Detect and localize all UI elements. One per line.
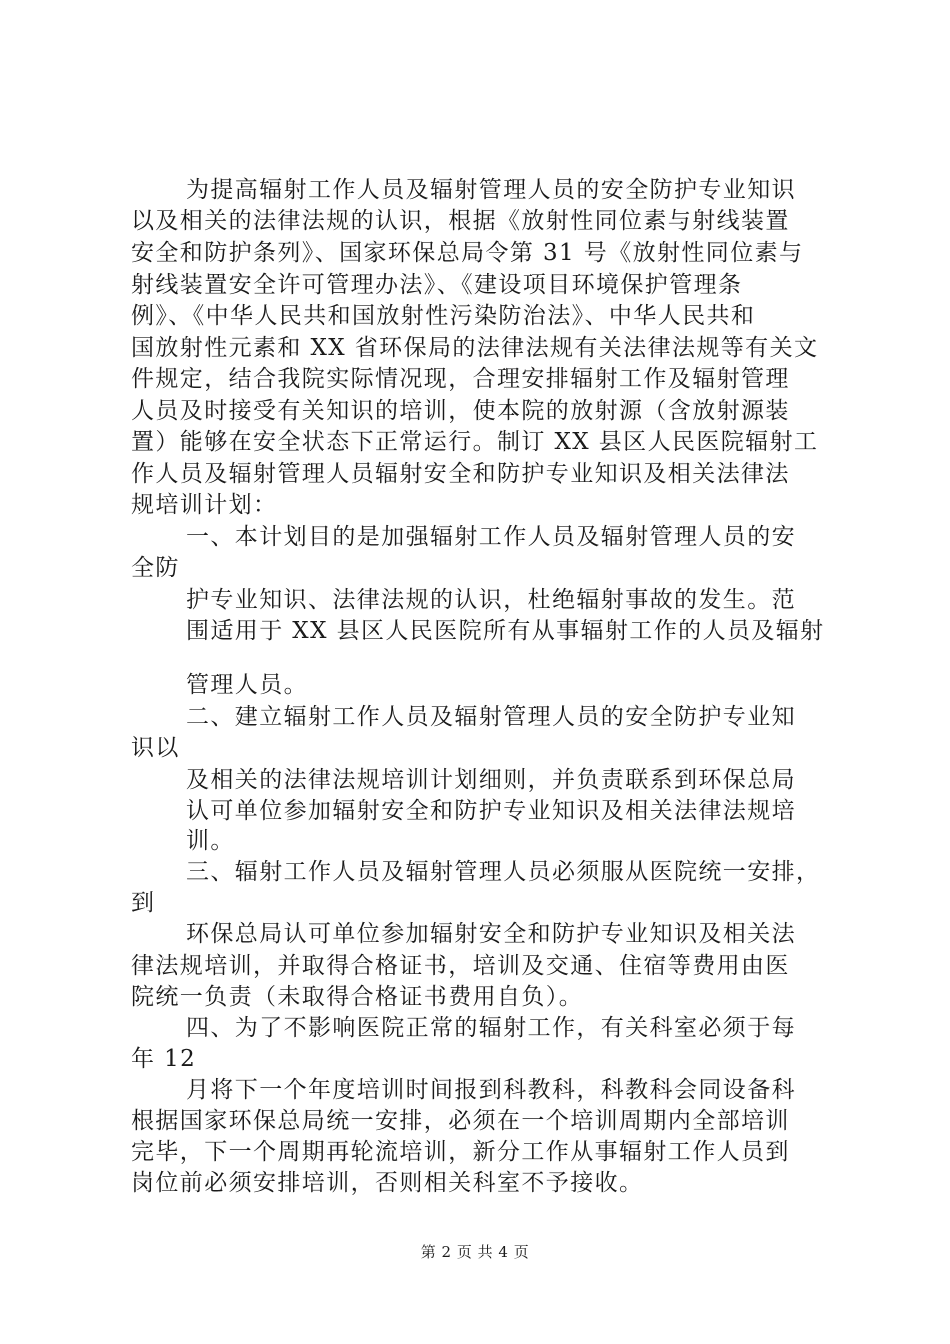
text-line: 安全和防护条列》、国家环保总局令第 31 号《放射性同位素与 <box>131 240 804 266</box>
text-line: 件规定，结合我院实际情况现，合理安排辐射工作及辐射管理 <box>131 366 790 392</box>
text-line: 月将下一个年度培训时间报到科教科，科教科会同设备科 <box>186 1077 796 1103</box>
text-line: 年 12 <box>131 1046 197 1072</box>
text-line: 岗位前必须安排培训，否则相关科室不予接收。 <box>131 1170 644 1196</box>
text-line: 四、为了不影响医院正常的辐射工作，有关科室必须于每 <box>186 1015 796 1041</box>
text-line: 环保总局认可单位参加辐射安全和防护专业知识及相关法 <box>186 921 796 947</box>
text-line: 院统一负责（未取得合格证书费用自负）。 <box>131 984 584 1010</box>
text-line: 置）能够在安全状态下正常运行。制订 XX 县区人民医院辐射工 <box>131 429 819 455</box>
text-line: 认可单位参加辐射安全和防护专业知识及相关法律法规培 <box>186 798 796 824</box>
text-line: 为提高辐射工作人员及辐射管理人员的安全防护专业知识 <box>186 177 796 203</box>
text-line: 人员及时接受有关知识的培训，使本院的放射源（含放射源装 <box>131 398 790 424</box>
text-line: 到 <box>131 890 156 916</box>
text-line: 规培训计划： <box>131 492 278 518</box>
page-footer: 第 2 页 共 4 页 <box>420 1243 530 1261</box>
text-line: 射线装置安全许可管理办法》、《建设项目环境保护管理条 <box>131 272 743 298</box>
text-line: 识以 <box>131 735 180 761</box>
text-line: 二、建立辐射工作人员及辐射管理人员的安全防护专业知 <box>186 704 796 730</box>
text-line: 完毕，下一个周期再轮流培训，新分工作从事辐射工作人员到 <box>131 1139 790 1165</box>
text-line: 例》、《中华人民共和国放射性污染防治法》、中华人民共和 <box>131 303 756 329</box>
text-line: 作人员及辐射管理人员辐射安全和防护专业知识及相关法律法 <box>131 461 790 487</box>
text-line: 三、辐射工作人员及辐射管理人员必须服从医院统一安排， <box>186 859 821 885</box>
text-line: 及相关的法律法规培训计划细则，并负责联系到环保总局 <box>186 767 796 793</box>
text-line: 训。 <box>186 828 235 854</box>
text-line: 国放射性元素和 XX 省环保局的法律法规有关法律法规等有关文 <box>131 335 819 361</box>
text-line: 以及相关的法律法规的认识，根据《放射性同位素与射线装置 <box>131 208 790 234</box>
text-line: 律法规培训，并取得合格证书，培训及交通、住宿等费用由医 <box>131 953 790 979</box>
text-line: 一、本计划目的是加强辐射工作人员及辐射管理人员的安 <box>186 524 796 550</box>
text-line: 管理人员。 <box>186 672 308 698</box>
text-line: 围适用于 XX 县区人民医院所有从事辐射工作的人员及辐射 <box>186 618 825 644</box>
text-line: 全防 <box>131 555 180 581</box>
text-line: 根据国家环保总局统一安排，必须在一个培训周期内全部培训 <box>131 1108 790 1134</box>
text-line: 护专业知识、法律法规的认识，杜绝辐射事故的发生。范 <box>186 587 796 613</box>
